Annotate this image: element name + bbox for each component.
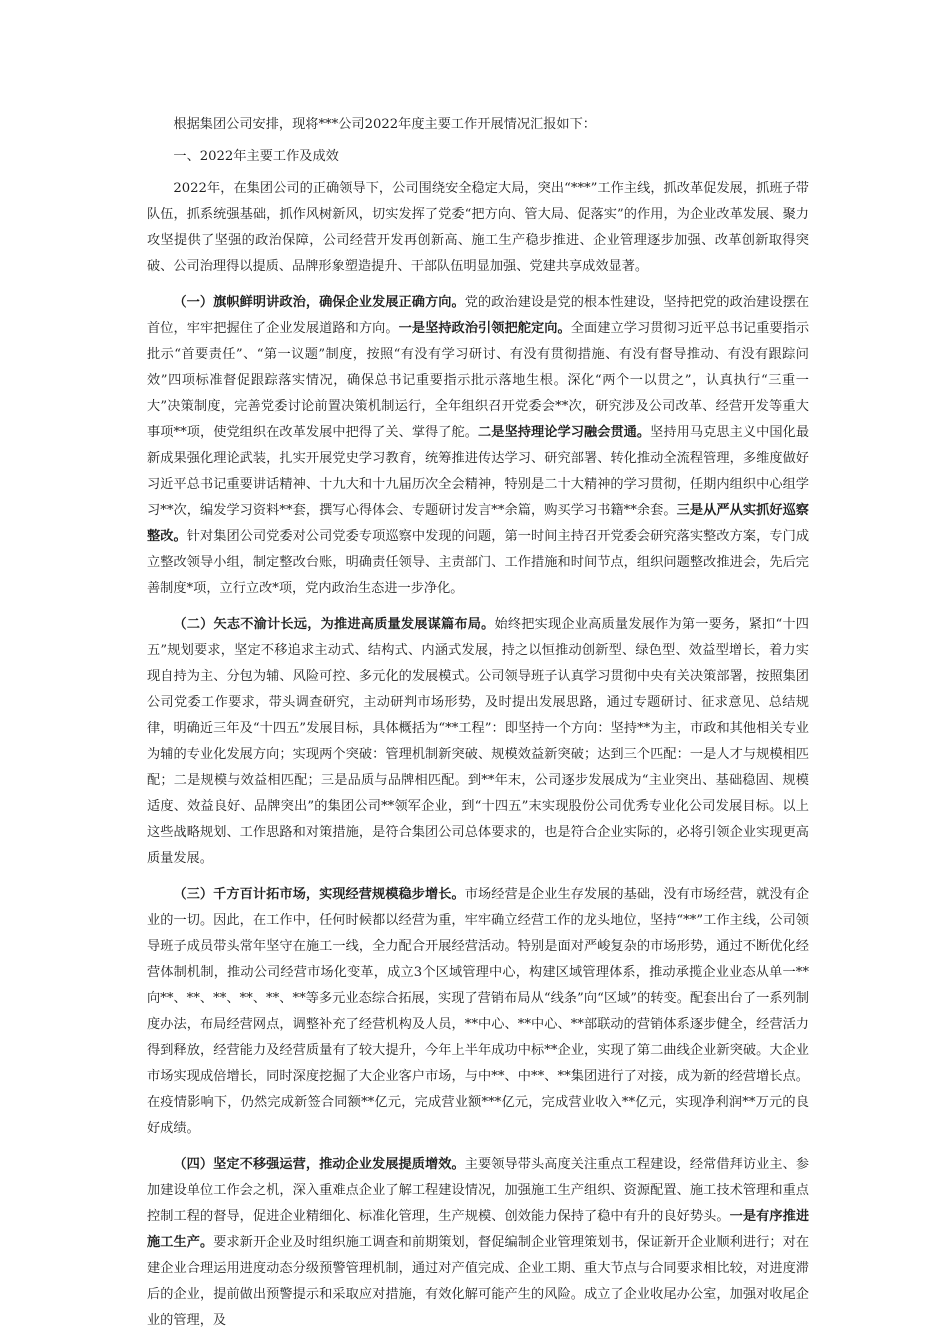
intro-paragraph: 根据集团公司安排，现将***公司2022年度主要工作开展情况汇报如下： [173, 117, 596, 132]
paragraph-operations-point-1: 一是有序推进施工生产。 [147, 1209, 810, 1250]
paragraph-operations-text-2: 要求新开企业及时组织施工调查和前期策划，督促编制企业管理策划书，保证新开企业顺利进行；对在建企业合理运用进度动态分级预警管理机制，通过对产值完成、企业工期、重大节点与合同要求相比较，对进度滞后的企业，提前做出预警提示和采取应对措施，有效化解可能产生的风险。成立了企业收尾办公室，加强对收尾企业的管理，及 [147, 1235, 810, 1328]
paragraph-politics-point-2: 二是坚持理论学习融会贯通。 [478, 425, 651, 440]
paragraph-market-text: 市场经营是企业生存发展的基础，没有市场经营，就没有企业的一切。因此，在工作中，任何时候都以经营为重，牢牢确立经营工作的龙头地位，坚持“**”工作主线，公司领导班子成员带头常年坚守在施工一线，全力配合开展经营活动。特别是面对严峻复杂的市场形势，通过不断优化经营体制机制，推动公司经营市场化变革，成立3个区域管理中心，构建区域管理体系，推动承揽企业业态从单一**向**、**、**、**、**、**等多元业态综合拓展，实现了营销布局从“线条”向“区域”的转变。配套出台了一系列制度办法，布局经营网点，调整补充了经营机构及人员，**中心、**中心、**部联动的营销体系逐步健全，经营活力得到释放，经营能力及经营质量有了较大提升，今年上半年成功中标**企业，实现了第二曲线企业新突破。大企业市场实现成倍增长，同时深度挖掘了大企业客户市场，与中**、中**、**集团进行了对接，成为新的经营增长点。在疫情影响下，仍然完成新签合同额**亿元，完成营业额***亿元，完成营业收入**亿元，实现净利润**万元的良好成绩。 [147, 887, 810, 1136]
paragraph-development-title: （二）矢志不渝计长远，为推进高质量发展谋篇布局。 [173, 617, 495, 632]
paragraph-development-text: 始终把实现企业高质量发展作为第一要务，紧扣“十四五”规划要求，坚定不移追求主动式、结构式、内涵式发展，持之以恒推动创新型、绿色型、效益型增长，着力实现自持为主、分包为辅、风险可控、多元化的发展模式。公司领导班子认真学习贯彻中央有关决策部署，按照集团公司党委工作要求，带头调查研究，主动研判市场形势，及时提出发展思路，通过专题研讨、征求意见、总结规律，明确近三年及“十四五”发展目标，具体概括为“**工程”：即坚持一个方向：坚持**为主，市政和其他相关专业为辅的专业化发展方向；实现两个突破：管理机制新突破、规模效益新突破；达到三个匹配：一是人才与规模相匹配；二是规模与效益相匹配；三是品质与品牌相匹配。到**年末，公司逐步发展成为“主业突出、基础稳固、规模适度、效益良好、品牌突出”的集团公司**领军企业，到“十四五”末实现股份公司优秀专业化公司发展目标。以上这些战略规划、工作思路和对策措施，是符合集团公司总体要求的，也是符合企业实际的，必将引领企业实现更高质量发展。 [147, 617, 809, 866]
paragraph-politics-point-1: 一是坚持政治引领把舵定向。 [398, 321, 571, 336]
paragraph-operations [147, 1152, 809, 1334]
paragraph-operations-text-1: 主要领导带头高度关注重点工程建设，经常借拜访业主、参加建设单位工作会之机，深入重难点企业了解工程建设情况，加强施工生产组织、资源配置、施工技术管理和重点控制工程的督导，促进企业精细化、标准化管理，生产规模、创效能力保持了稳中有升的良好势头。 [147, 1157, 810, 1224]
paragraph-politics-text-3: 坚持用马克思主义中国化最新成果强化理论武装，扎实开展党史学习教育，统筹推进传达学习、研究部署、转化推动全流程管理，多维度做好习近平总书记重要讲话精神、十九大和十九届历次全会精神，特别是二十大精神的学习贯彻，任期内组织中心组学习**次，编发学习资料**套，撰写心得体会、专题研讨发言**余篇，购买学习书籍**余套。 [147, 425, 810, 518]
paragraph-politics-title: （一）旗帜鲜明讲政治，确保企业发展正确方向。 [173, 295, 465, 310]
paragraph-politics-text-1: 党的政治建设是党的根本性建设，坚持把党的政治建设摆在首位，牢牢把握住了企业发展道路和方向。 [147, 295, 810, 336]
overview-paragraph: 2022年，在集团公司的正确领导下，公司围绕安全稳定大局，突出“***”工作主线，抓改革促发展，抓班子带队伍，抓系统强基础，抓作风树新风，切实发挥了党委“把方向、管大局、促落实”的作用，为企业改革发展、聚力攻坚提供了坚强的政治保障，公司经营开发再创新高、施工生产稳步推进、企业管理逐步加强、改革创新取得突破、公司治理得以提质、品牌形象塑造提升、干部队伍明显加强、党建共享成效显著。 [147, 181, 809, 274]
paragraph-politics-text-2: 全面建立学习贯彻习近平总书记重要指示批示“首要责任”、“第一议题”制度，按照“有没有学习研讨、有没有贯彻措施、有没有督导推动、有没有跟踪问效”四项标准督促跟踪落实情况，确保总书记重要指示批示落地生根。深化“两个一以贯之”，认真执行“三重一大”决策制度，完善党委讨论前置决策机制运行，全年组织召开党委会**次，研究涉及公司改革、经营开发等重大事项**项，使党组织在改革发展中把得了关、掌得了舵。 [147, 321, 810, 440]
paragraph-operations-title: （四）坚定不移强运营，推动企业发展提质增效。 [173, 1157, 465, 1172]
section-heading: 一、2022年主要工作及成效 [173, 149, 339, 164]
paragraph-development [147, 612, 809, 872]
paragraph-market-title: （三）千方百计拓市场，实现经营规模稳步增长。 [173, 887, 465, 902]
paragraph-politics-point-3: 三是从严从实抓好巡察整改。 [147, 503, 809, 544]
paragraph-market [147, 882, 809, 1142]
paragraph-politics [147, 290, 809, 602]
document-page [147, 112, 809, 1344]
paragraph-politics-text-4: 针对集团公司党委对公司党委专项巡察中发现的问题，第一时间主持召开党委会研究落实整改方案，专门成立整改领导小组，制定整改台账，明确责任领导、主责部门、工作措施和时间节点，组织问题整改推进会，先后完善制度*项，立行立改*项，党内政治生态进一步净化。 [147, 529, 810, 596]
